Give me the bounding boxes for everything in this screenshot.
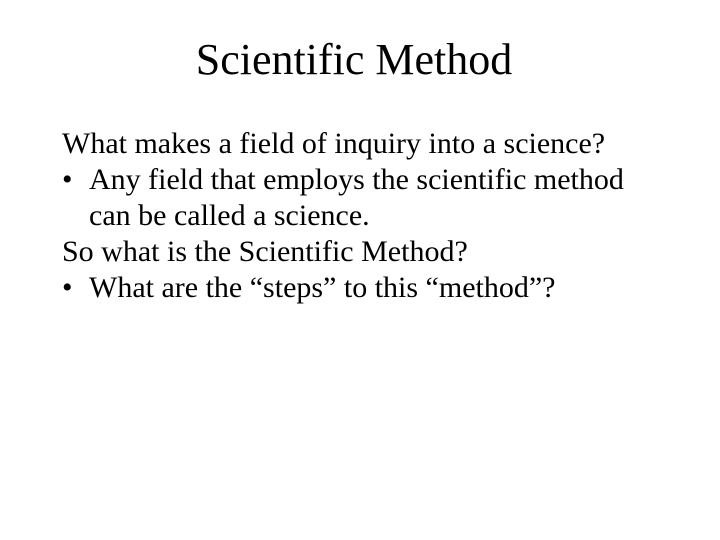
bullet-item-1-line-2: can be called a science.: [89, 199, 370, 232]
bullet-item-2: [62, 270, 712, 306]
slide-title: Scientific Method: [195, 35, 513, 84]
bullet-icon: •: [62, 163, 73, 196]
bullet-item-1: [62, 162, 712, 234]
question-2: So what is the Scientific Method?: [62, 235, 468, 268]
question-1: What makes a field of inquiry into a science?: [62, 127, 606, 160]
bullet-item-2-line-1: What are the “steps” to this “method”?: [89, 271, 556, 304]
bullet-icon: •: [62, 271, 73, 304]
slide-body: [62, 126, 712, 306]
bullet-item-1-line-1: Any field that employs the scientific method: [89, 163, 624, 196]
